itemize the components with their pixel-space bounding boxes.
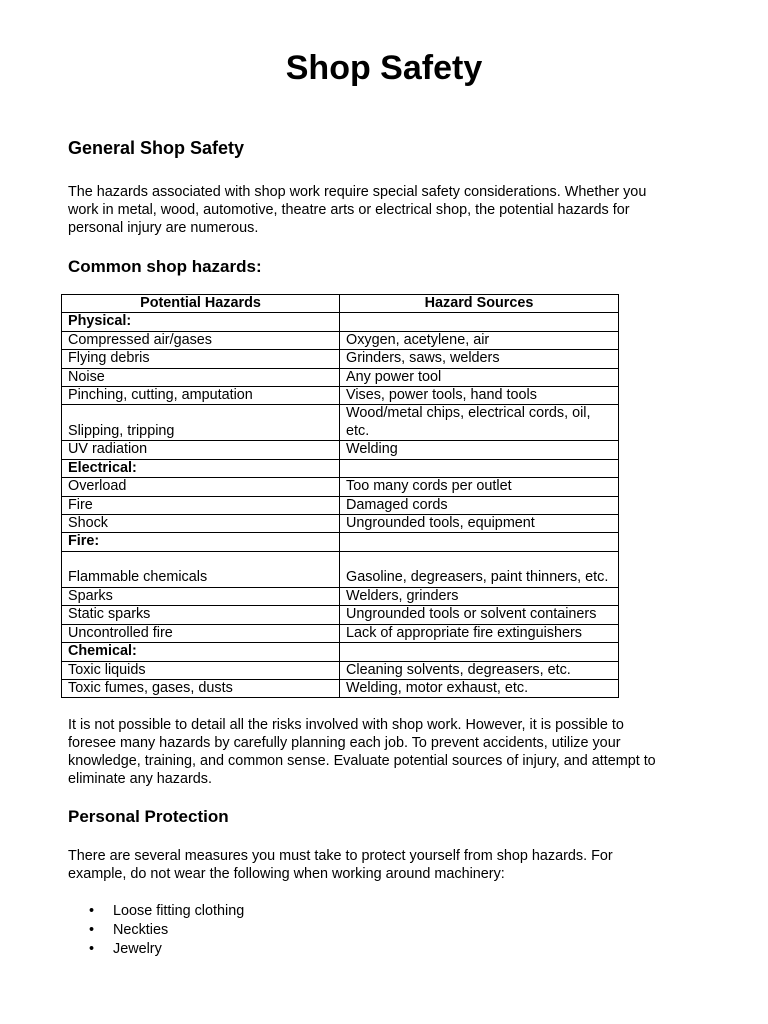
general-intro-paragraph [68, 183, 708, 237]
source-cell: Any power tool [340, 368, 619, 386]
source-cell [340, 533, 619, 551]
paragraph-line: knowledge, training, and common sense. Evaluate potential sources of injury, and attempt to [68, 753, 656, 769]
table-row [62, 587, 619, 605]
protection-intro-paragraph [68, 847, 708, 883]
column-header-potential-hazards: Potential Hazards [62, 295, 340, 313]
hazard-cell: Static sparks [62, 606, 340, 624]
hazard-cell: Fire [62, 496, 340, 514]
category-label: Fire: [62, 533, 340, 551]
hazards-table [61, 294, 619, 698]
table-category-row [62, 459, 619, 477]
paragraph-line: The hazards associated with shop work require special safety considerations. Whether you [68, 184, 647, 200]
table-category-row [62, 643, 619, 661]
paragraph-line: work in metal, wood, automotive, theatre arts or electrical shop, the potential hazards for [68, 202, 630, 218]
table-row [62, 496, 619, 514]
source-cell [340, 459, 619, 477]
list-item [68, 921, 244, 940]
table-row [62, 331, 619, 349]
source-cell: Ungrounded tools, equipment [340, 515, 619, 533]
table-row [62, 661, 619, 679]
section-heading-personal-protection: Personal Protection [68, 807, 229, 826]
hazards-table-body [62, 313, 619, 698]
list-item-text: Neckties [113, 922, 169, 938]
source-cell [340, 313, 619, 331]
source-cell: Grinders, saws, welders [340, 350, 619, 368]
source-cell: Cleaning solvents, degreasers, etc. [340, 661, 619, 679]
paragraph-line: It is not possible to detail all the risks involved with shop work. However, it is possible to [68, 717, 624, 733]
source-cell: Wood/metal chips, electrical cords, oil, etc. [340, 405, 619, 441]
closing-paragraph [68, 716, 708, 788]
hazard-cell: Uncontrolled fire [62, 624, 340, 642]
hazard-cell: Flying debris [62, 350, 340, 368]
category-label: Electrical: [62, 459, 340, 477]
table-category-row [62, 313, 619, 331]
source-cell: Ungrounded tools or solvent containers [340, 606, 619, 624]
paragraph-line: personal injury are numerous. [68, 220, 259, 236]
table-row [62, 606, 619, 624]
list-item [68, 902, 244, 921]
source-cell: Lack of appropriate fire extinguishers [340, 624, 619, 642]
source-cell [340, 643, 619, 661]
list-item-text: Loose fitting clothing [113, 903, 245, 919]
source-cell: Welding [340, 441, 619, 459]
section-heading-general: General Shop Safety [68, 138, 245, 158]
hazard-cell: Noise [62, 368, 340, 386]
category-label: Chemical: [62, 643, 340, 661]
column-header-hazard-sources: Hazard Sources [340, 295, 619, 313]
hazard-cell: Overload [62, 478, 340, 496]
hazard-cell: Slipping, tripping [62, 405, 340, 441]
table-row [62, 624, 619, 642]
hazard-cell: Pinching, cutting, amputation [62, 387, 340, 405]
hazard-cell: Flammable chemicals [62, 551, 340, 587]
page-title: Shop Safety [285, 49, 483, 87]
paragraph-line: eliminate any hazards. [68, 771, 212, 787]
table-row [62, 368, 619, 386]
table-row [62, 478, 619, 496]
table-row [62, 515, 619, 533]
hazard-cell: Toxic liquids [62, 661, 340, 679]
table-row [62, 551, 619, 587]
source-cell: Too many cords per outlet [340, 478, 619, 496]
source-cell: Vises, power tools, hand tools [340, 387, 619, 405]
source-cell: Damaged cords [340, 496, 619, 514]
source-cell: Welding, motor exhaust, etc. [340, 679, 619, 697]
bullet-icon: • [89, 903, 95, 919]
hazard-cell: Toxic fumes, gases, dusts [62, 679, 340, 697]
hazard-cell: Sparks [62, 587, 340, 605]
source-cell: Gasoline, degreasers, paint thinners, etc. [340, 551, 619, 587]
hazard-cell: UV radiation [62, 441, 340, 459]
paragraph-line: example, do not wear the following when working around machinery: [68, 866, 505, 882]
paragraph-line: There are several measures you must take to protect yourself from shop hazards. For [68, 848, 613, 864]
table-category-row [62, 533, 619, 551]
table-row [62, 679, 619, 697]
table-row [62, 387, 619, 405]
section-heading-common-hazards: Common shop hazards: [68, 257, 262, 276]
bullet-icon: • [89, 941, 95, 957]
paragraph-line: foresee many hazards by carefully planning each job. To prevent accidents, utilize your [68, 735, 621, 751]
category-label: Physical: [62, 313, 340, 331]
hazard-cell: Compressed air/gases [62, 331, 340, 349]
list-item [68, 940, 244, 959]
source-cell: Welders, grinders [340, 587, 619, 605]
table-row [62, 350, 619, 368]
table-row [62, 405, 619, 441]
hazard-cell: Shock [62, 515, 340, 533]
table-header-row [62, 295, 619, 313]
table-row [62, 441, 619, 459]
list-item-text: Jewelry [113, 941, 162, 957]
bullet-icon: • [89, 922, 95, 938]
source-cell: Oxygen, acetylene, air [340, 331, 619, 349]
clothing-bullet-list [68, 902, 244, 959]
